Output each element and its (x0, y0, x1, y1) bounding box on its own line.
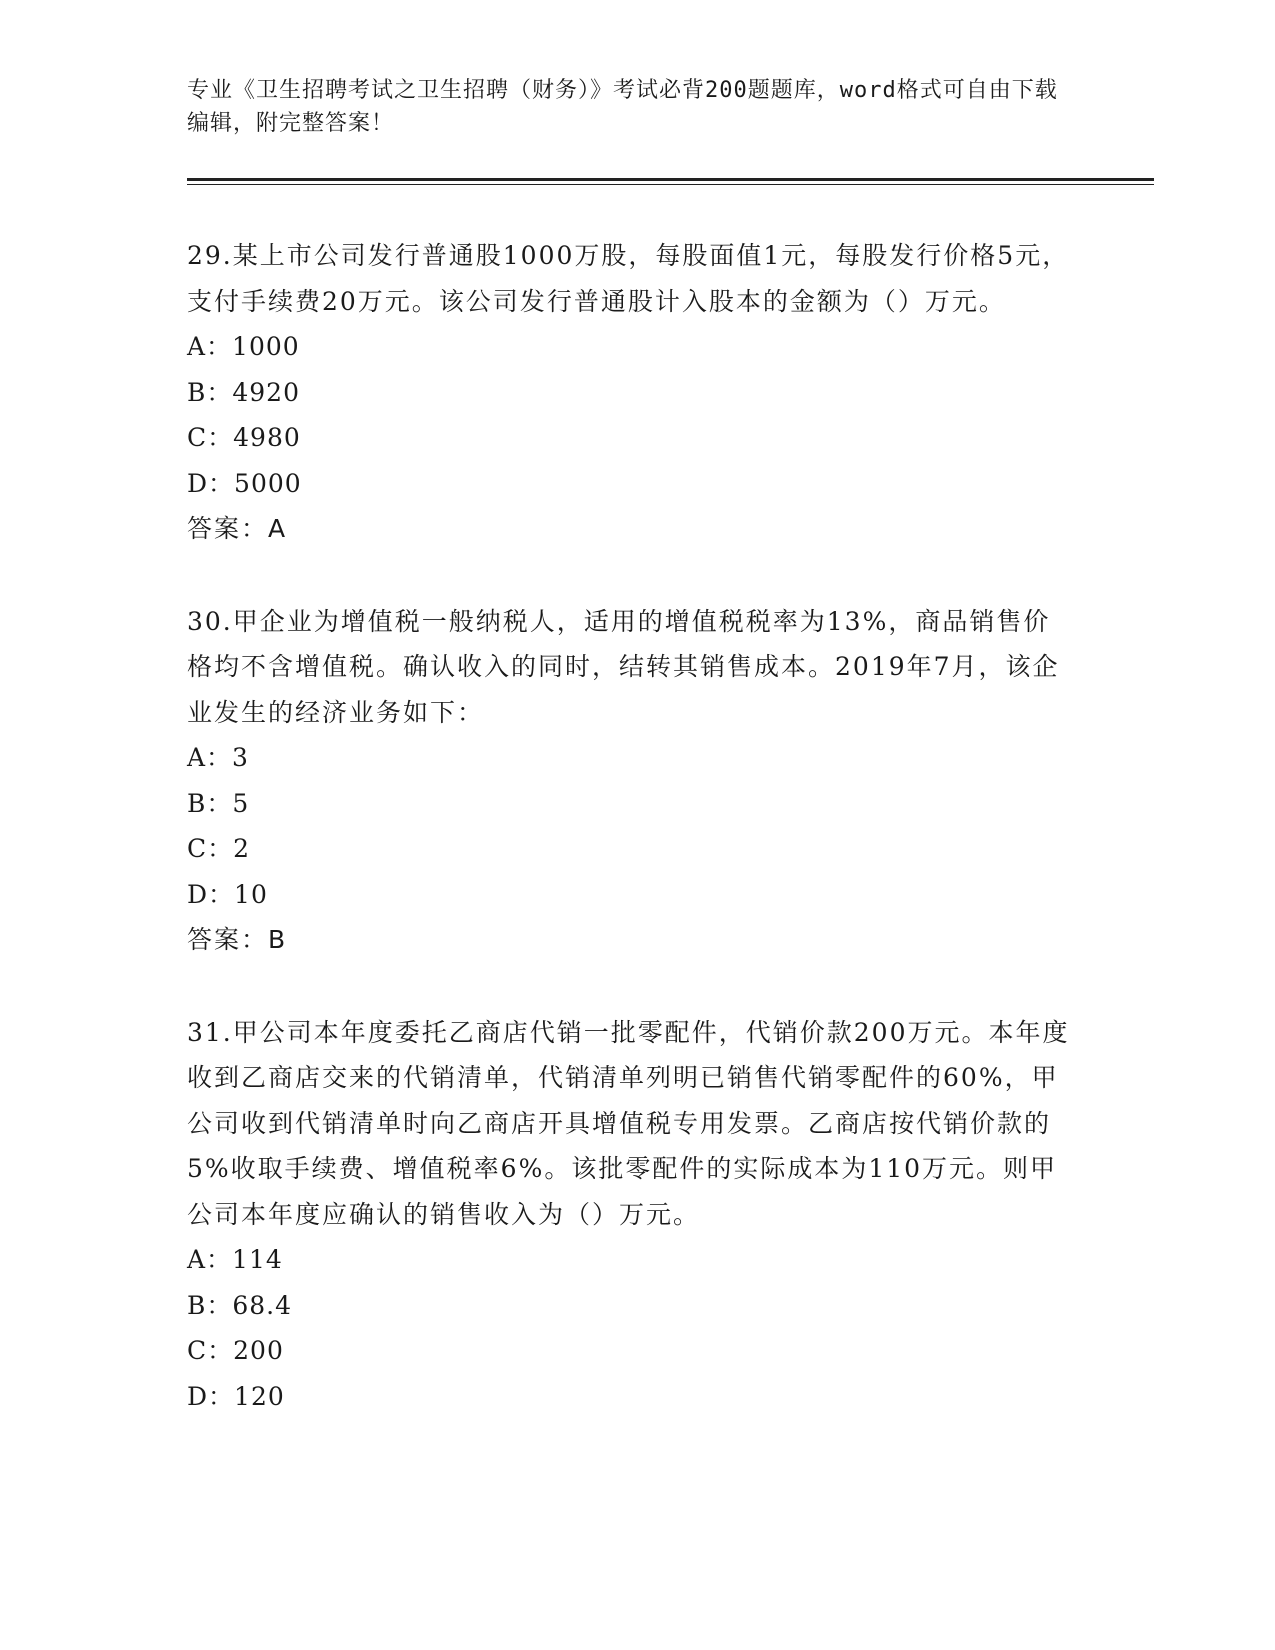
option-b: B：68.4 (187, 1290, 293, 1320)
answer-label: 答案：B (187, 925, 288, 954)
option-d: D：5000 (187, 468, 302, 498)
option-a: A：3 (187, 743, 249, 772)
header-divider-thick (187, 178, 1154, 181)
questions-list (187, 233, 1077, 1466)
option-c: C：4980 (187, 423, 301, 452)
question-stem: 31.甲公司本年度委托乙商店代销一批零配件，代销价款200万元。本年度收到乙商店交来的代销清单，代销清单列明已销售代销零配件的60%，甲公司收到代销清单时向乙商店开具增值税专用发票。乙商店按代销价款的5%收取手续费、增值税率6%。该批零配件的实际成本为110万元。则甲公司本年度应确认的销售收入为（）万元。 (187, 1017, 1070, 1229)
option-a: A：114 (187, 1245, 283, 1274)
question-29 (187, 233, 1077, 552)
option-b: B：5 (187, 788, 250, 818)
option-b: B：4920 (187, 377, 300, 407)
option-d: D：120 (187, 1381, 285, 1411)
option-a: A：1000 (187, 332, 300, 361)
option-d: D：10 (187, 879, 268, 909)
question-stem: 29.某上市公司发行普通股1000万股，每股面值1元，每股发行价格5元，支付手续费20万元。该公司发行普通股计入股本的金额为（）万元。 (187, 241, 1070, 316)
option-c: C：2 (187, 834, 251, 863)
document-header: 专业《卫生招聘考试之卫生招聘（财务）》考试必背200题题库，word格式可自由下载编辑，附完整答案！ (187, 78, 1058, 136)
question-stem: 30.甲企业为增值税一般纳税人，适用的增值税税率为13%，商品销售价格均不含增值税。确认收入的同时，结转其销售成本。2019年7月，该企业发生的经济业务如下： (187, 606, 1060, 727)
answer-label: 答案：A (187, 514, 288, 543)
option-c: C：200 (187, 1336, 284, 1365)
header-divider-thin (187, 184, 1154, 185)
question-31 (187, 1010, 1077, 1420)
question-30 (187, 599, 1077, 963)
